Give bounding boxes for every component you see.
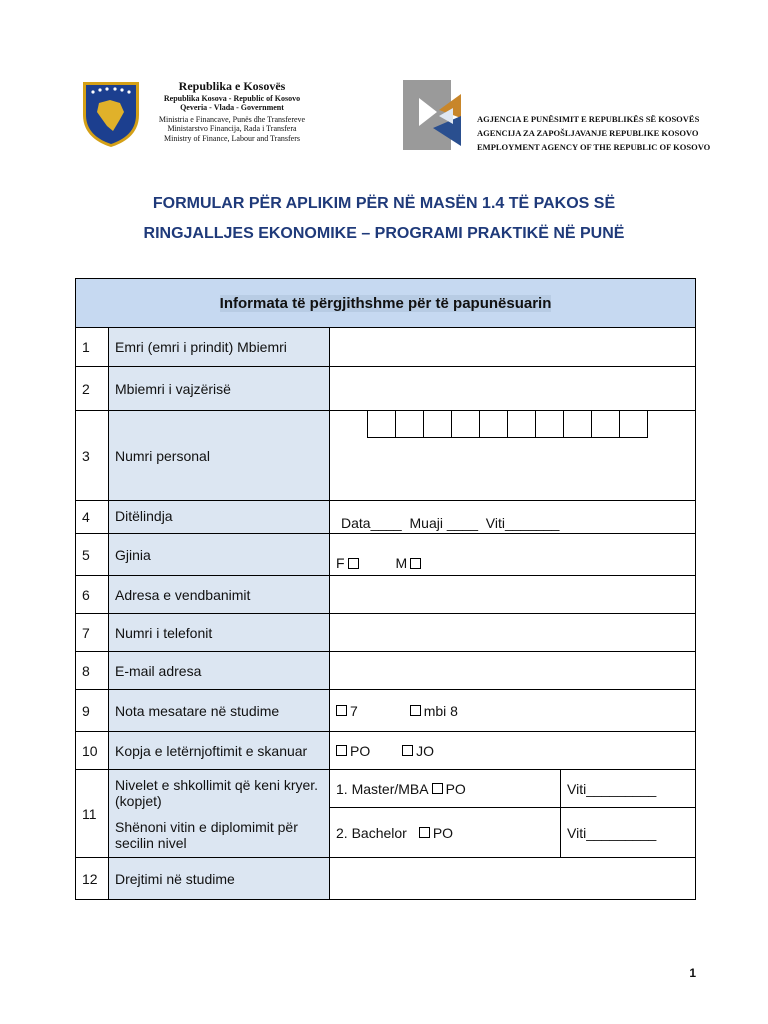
row-maiden-name — [76, 367, 696, 411]
bachelor-option-yes: PO — [432, 824, 454, 841]
gender-option-f: F — [336, 555, 345, 571]
row-label: Emri (emri i prindit) Mbiemri — [109, 328, 330, 367]
id-copy-option-no: JO — [416, 742, 435, 759]
master-checkbox[interactable] — [432, 783, 443, 794]
id-copy-yes-checkbox[interactable] — [336, 745, 347, 756]
row-number: 2 — [76, 367, 109, 411]
kosovo-coat-of-arms — [80, 79, 142, 149]
gender-f-checkbox[interactable] — [348, 558, 359, 569]
ministry-name-serbian: Ministarstvo Financija, Rada i Transfera — [167, 124, 297, 134]
row-number: 5 — [76, 534, 109, 576]
row-label: Drejtimi në studime — [109, 858, 330, 900]
row-phone — [76, 614, 696, 652]
address-field[interactable] — [330, 576, 696, 614]
row-number: 3 — [76, 411, 109, 501]
row-label: E-mail adresa — [109, 652, 330, 690]
gender-field — [330, 534, 696, 576]
digit-box[interactable] — [395, 410, 424, 438]
digit-box[interactable] — [451, 410, 480, 438]
row-address — [76, 576, 696, 614]
bachelor-level-field — [330, 808, 561, 858]
row-number: 4 — [76, 501, 109, 534]
master-level-field — [330, 770, 561, 808]
digit-box[interactable] — [479, 410, 508, 438]
agency-name-english: EMPLOYMENT AGENCY OF THE REPUBLIC OF KOSOVO — [477, 142, 711, 152]
row-number: 6 — [76, 576, 109, 614]
birthdate-field[interactable]: Data____ Muaji ____ Viti_______ — [330, 501, 696, 534]
bachelor-year-field[interactable]: Viti_________ — [561, 808, 696, 858]
grade-7-checkbox[interactable] — [336, 705, 347, 716]
average-grade-field — [330, 690, 696, 732]
level-bachelor-label: 2. Bachelor — [336, 824, 407, 841]
table-header — [76, 279, 696, 328]
row-average-grade — [76, 690, 696, 732]
row-number: 1 — [76, 328, 109, 367]
form-title-line-1: FORMULAR PËR APLIKIM PËR NË MASËN 1.4 TË PAKOS SË — [152, 195, 616, 212]
table-header-label: Informata të përgjithshme për të papunësuarin — [219, 294, 552, 312]
row-label: Mbiemri i vajzërisë — [109, 367, 330, 411]
personal-number-digit-grid — [367, 410, 695, 438]
grade-option-above-8: mbi 8 — [423, 702, 458, 719]
phone-field[interactable] — [330, 614, 696, 652]
row-label: Gjinia — [109, 534, 330, 576]
row-education-master — [76, 770, 696, 808]
republic-name-multilingual: Republika Kosova - Republic of Kosovo — [163, 93, 301, 103]
page-number: 1 — [689, 966, 696, 980]
digit-box[interactable] — [563, 410, 592, 438]
row-number: 7 — [76, 614, 109, 652]
master-option-yes: PO — [445, 780, 466, 797]
graduation-year-label: Shënoni vitin e diplomimit për secilin nivel — [115, 818, 298, 851]
government-header-text — [152, 80, 312, 143]
bachelor-checkbox[interactable] — [419, 827, 430, 838]
id-copy-field — [330, 732, 696, 770]
gender-m-checkbox[interactable] — [410, 558, 421, 569]
agency-name-albanian: AGJENCIA E PUNËSIMIT E REPUBLIKËS SË KOSOVËS — [477, 114, 700, 124]
republic-name: Republika e Kosovës — [178, 79, 286, 93]
level-master-label: 1. Master/MBA — [336, 780, 429, 797]
gender-option-m: M — [395, 555, 408, 571]
row-label: Numri personal — [109, 411, 330, 501]
row-birthdate — [76, 501, 696, 534]
employment-agency-logo — [403, 80, 467, 150]
maiden-name-field[interactable] — [330, 367, 696, 411]
row-label: Ditëlindja — [109, 501, 330, 534]
row-label: Kopja e letërnjoftimit e skanuar — [109, 732, 330, 770]
row-label-education — [109, 770, 330, 858]
digit-box[interactable] — [423, 410, 452, 438]
row-field-of-study — [76, 858, 696, 900]
id-copy-no-checkbox[interactable] — [402, 745, 413, 756]
row-number: 12 — [76, 858, 109, 900]
grade-above-8-checkbox[interactable] — [410, 705, 421, 716]
applicant-info-table — [75, 278, 695, 900]
agency-header-text — [477, 112, 710, 154]
row-full-name — [76, 328, 696, 367]
digit-box[interactable] — [507, 410, 536, 438]
row-label: Adresa e vendbanimit — [109, 576, 330, 614]
form-title-line-2: RINGJALLJES EKONOMIKE – PROGRAMI PRAKTIKË NË PUNË — [143, 225, 625, 242]
row-label: Nota mesatare në studime — [109, 690, 330, 732]
personal-number-field[interactable] — [330, 411, 696, 501]
id-copy-option-yes: PO — [350, 742, 371, 759]
education-label: Nivelet e shkollimit që keni kryer. (kopjet) — [115, 776, 319, 809]
master-year-field[interactable]: Viti_________ — [561, 770, 696, 808]
digit-box[interactable] — [535, 410, 564, 438]
ministry-name-english: Ministry of Finance, Labour and Transfers — [164, 133, 300, 143]
row-personal-number — [76, 411, 696, 501]
field-of-study-field[interactable] — [330, 858, 696, 900]
ministry-name-albanian: Ministria e Financave, Punës dhe Transfereve — [158, 115, 306, 125]
full-name-field[interactable] — [330, 328, 696, 367]
row-number: 9 — [76, 690, 109, 732]
grade-option-7: 7 — [350, 702, 358, 719]
row-label: Numri i telefonit — [109, 614, 330, 652]
row-number: 10 — [76, 732, 109, 770]
digit-box[interactable] — [367, 410, 396, 438]
agency-name-serbian: AGENCIJA ZA ZAPOŠLJAVANJE REPUBLIKE KOSOVO — [477, 128, 699, 138]
email-field[interactable] — [330, 652, 696, 690]
row-gender — [76, 534, 696, 576]
row-number: 8 — [76, 652, 109, 690]
row-email — [76, 652, 696, 690]
digit-box[interactable] — [619, 410, 648, 438]
row-number: 11 — [76, 770, 109, 858]
government-name: Qeveria - Vlada - Government — [180, 102, 284, 112]
digit-box[interactable] — [591, 410, 620, 438]
row-id-copy — [76, 732, 696, 770]
